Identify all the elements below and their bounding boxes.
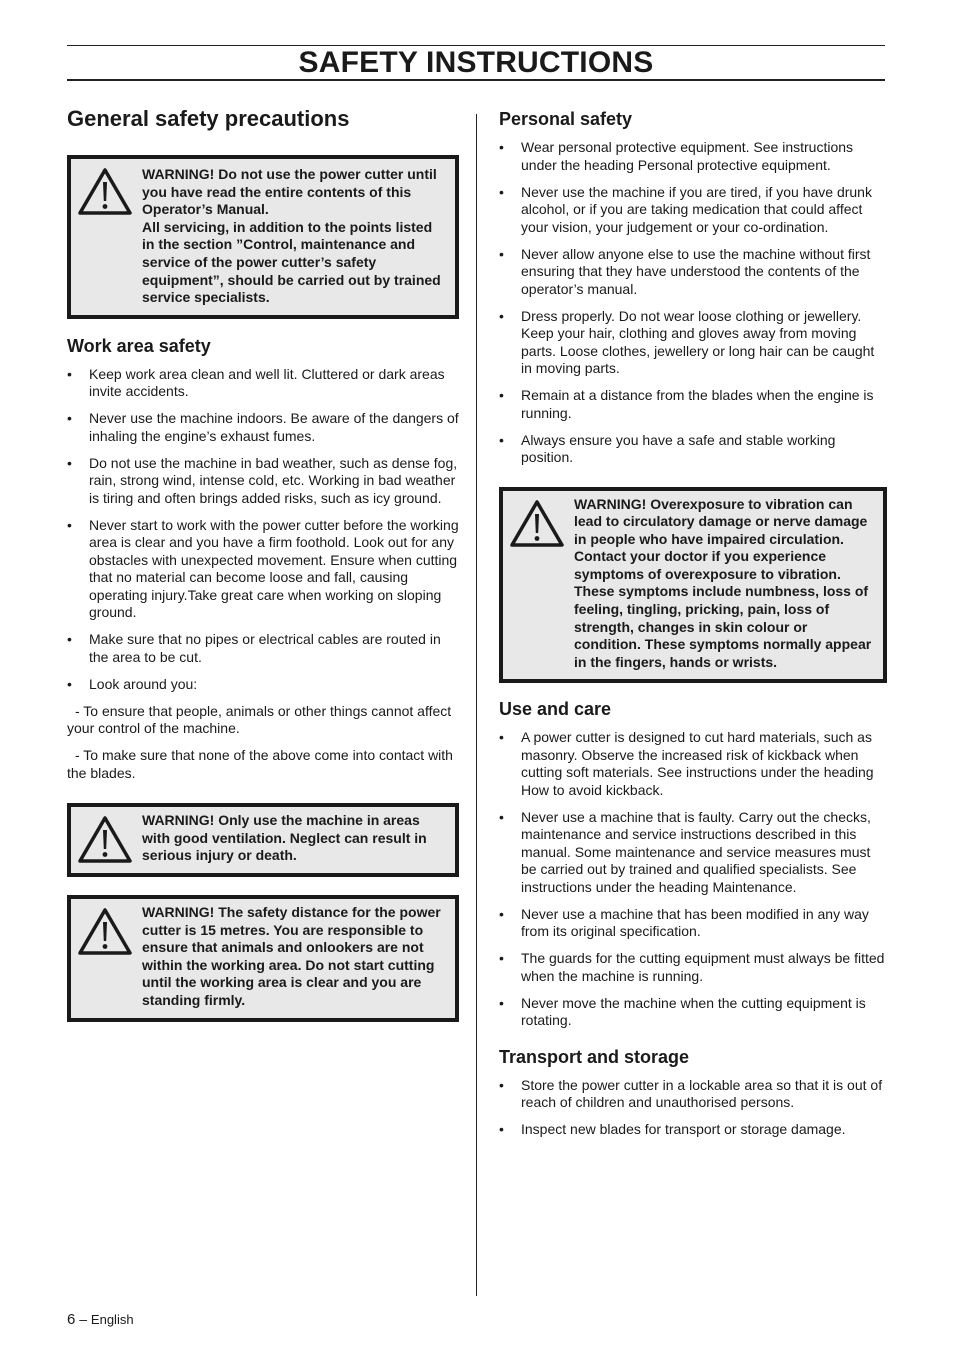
warning-triangle-icon (77, 907, 133, 957)
list-item: • Always ensure you have a safe and stable working position. (499, 431, 836, 465)
warning-text: WARNING! Only use the machine in areas with good ventilation. Neglect can result in serious injury or death. (142, 812, 427, 864)
list-item: • Never use a machine that has been modified in any way from its original specification. (499, 905, 869, 940)
warning-text: WARNING! Do not use the power cutter until you have read the entire contents of this Operator’s Manual. All servicing, in addition to the points listed in the section ”Control, maintenance and service of the power cutter’s safety equipment”, should be carried out by trained service specialists. (142, 166, 441, 306)
use-care-list (499, 729, 887, 1030)
dash-item: - To ensure that people, animals or other things cannot affect your control of the machine. (67, 702, 452, 737)
list-item: • Make sure that no pipes or electrical cables are routed in the area to be cut. (67, 631, 441, 665)
page-header (67, 45, 885, 81)
transport-storage-heading: Transport and storage (499, 1046, 690, 1067)
list-item: • Never start to work with the power cutter before the working area is clear and you have a firm foothold. Look out for any obstacles with unexpected movement. Ensure when cutting that no material can become loose and fall, causing operating injury.Take great care when working on sloping ground. (67, 516, 459, 621)
list-item: • Keep work area clean and well lit. Cluttered or dark areas invite accidents. (67, 365, 445, 400)
warning-box-distance (67, 895, 459, 1022)
warning-triangle-icon (509, 499, 565, 549)
warning-text: WARNING! Overexposure to vibration can lead to circulatory damage or nerve damage in people who have impaired circulation. Contact your doctor if you experience symptoms of overexposure to vibration. These symptoms include numbness, loss of feeling, tingling, pricking, pain, loss of strength, changes in skin colour or condition. These symptoms normally appear in the fingers, hands or wrists. (574, 495, 872, 670)
transport-storage-list (499, 1077, 887, 1139)
list-item: • Dress properly. Do not wear loose clothing or jewellery. Keep your hair, clothing and gloves away from moving parts. Loose clothes, jewellery or long hair can be caught in moving parts. (499, 307, 875, 376)
list-item: • Look around you: (67, 675, 198, 692)
list-item: • The guards for the cutting equipment must always be fitted when the machine is running. (499, 950, 885, 984)
list-item: • Never use a machine that is faulty. Carry out the checks, maintenance and service instructions described in this manual. Some maintenance and service measures must be carried out by trained and qualified specialists. See instructions under the heading Maintenance. (499, 808, 871, 895)
list-item: • A power cutter is designed to cut hard materials, such as masonry. Observe the increased risk of kickback when cutting soft materials. See instructions under the heading How to avoid kickback. (499, 729, 874, 798)
column-divider (476, 114, 477, 1296)
work-area-heading: Work area safety (67, 335, 211, 356)
footer-language: English (90, 1312, 134, 1327)
list-item: • Never use the machine if you are tired, if you have drunk alcohol, or if you are taking medication that could affect your vision, your judgement or your co-ordination. (499, 183, 872, 235)
personal-safety-list (499, 139, 887, 467)
warning-triangle-icon (77, 167, 133, 217)
dash-item: - To make sure that none of the above come into contact with the blades. (67, 747, 453, 781)
warning-triangle-icon (77, 815, 133, 865)
list-item: • Never move the machine when the cutting equipment is rotating. (499, 994, 866, 1029)
list-item: • Wear personal protective equipment. See instructions under the heading Personal protective equipment. (499, 139, 854, 173)
left-column (67, 100, 459, 1022)
list-item: • Do not use the machine in bad weather, such as dense fog, rain, strong wind, intense cold, etc. Working in bad weather is tiring and often brings added risks, such as icy ground. (67, 454, 458, 506)
footer-separator: – (79, 1311, 88, 1327)
list-item: • Store the power cutter in a lockable area so that it is out of reach of children and unauthorised persons. (499, 1076, 883, 1111)
section-title: General safety precautions (67, 106, 350, 131)
page-number: 6 (67, 1311, 76, 1328)
use-care-heading: Use and care (499, 699, 612, 720)
list-item: • Never use the machine indoors. Be aware of the dangers of inhaling the engine’s exhaust fumes. (67, 410, 459, 444)
warning-text: WARNING! The safety distance for the power cutter is 15 metres. You are responsible to ensure that animals and onlookers are not within the working area. Do not start cutting until the working area is clear and you are standing firmly. (142, 904, 441, 1008)
page-title: SAFETY INSTRUCTIONS (298, 46, 654, 79)
list-item: • Remain at a distance from the blades when the engine is running. (499, 387, 874, 421)
list-item: • Inspect new blades for transport or storage damage. (499, 1121, 846, 1138)
work-area-list (67, 366, 459, 694)
list-item: • Never allow anyone else to use the machine without first ensuring that they have understood the contents of the operator’s manual. (499, 245, 871, 297)
personal-safety-heading: Personal safety (499, 109, 633, 129)
right-column (499, 102, 887, 1148)
warning-box-vibration (499, 487, 887, 684)
warning-box-ventilation (67, 803, 459, 877)
page-footer (67, 1311, 134, 1328)
warning-box-manual (67, 155, 459, 319)
